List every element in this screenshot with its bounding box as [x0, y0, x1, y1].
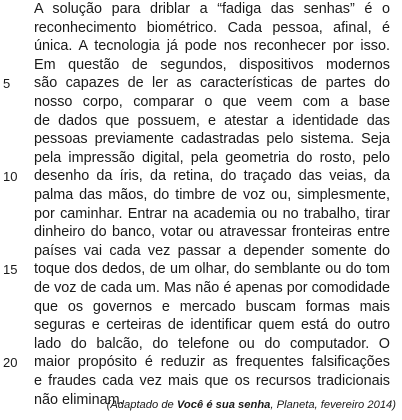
- source-prefix: (Adaptado de: [106, 399, 177, 411]
- passage-line: e fraudes cada vez mais que os recursos tradicionais: [34, 373, 390, 389]
- passage-line: dinheiro do banco, votar ou atravessar fronteiras entre: [34, 224, 390, 241]
- source-title: Você é sua senha: [176, 399, 271, 411]
- passage-line: países vai cada vez passar a depender somente do: [34, 242, 390, 259]
- passage-line: A solução para driblar a “fadiga das senhas” é o: [34, 1, 390, 17]
- source-citation: [0, 398, 396, 412]
- passage-line: maior propósito é reduzir as frequentes falsificações: [34, 354, 390, 371]
- passage-line: são capazes de ler as características de partes do: [34, 75, 390, 92]
- passage-line: de voz de cada um. Mas não é apenas por comodidade: [34, 280, 390, 296]
- line-number: 10: [3, 169, 18, 185]
- passage-line: pela impressão digital, pela geometria do rosto, pelo: [34, 149, 390, 166]
- passage-line: pessoas previamente cadastradas pelo sistema. Seja: [34, 131, 390, 148]
- passage-line: lado do balcão, do telefone ou do computador. O: [34, 335, 390, 352]
- passage-line: que os governos e mercado buscam formas mais: [34, 298, 390, 315]
- passage-line: de dados que possuem, e atestar a identidade das: [34, 112, 390, 129]
- passage-line: palma das mãos, do timbre de voz ou, simplesmente,: [34, 187, 390, 203]
- passage-line: toque dos dedos, de um olhar, do semblante ou do tom: [34, 261, 390, 278]
- passage-line: por caminhar. Entrar na academia ou no trabalho, tirar: [34, 205, 390, 222]
- source-suffix: , Planeta, fevereiro 2014): [270, 399, 396, 411]
- passage-line: nosso corpo, comparar o que veem com a base: [34, 94, 390, 110]
- line-number: 15: [3, 262, 18, 278]
- passage-line: desenho da íris, da retina, do traçado das veias, da: [34, 168, 390, 185]
- passage-line: única. A tecnologia já pode nos reconhecer por isso.: [34, 38, 390, 55]
- passage-line: seguras e certeiras de identificar quem está do outro: [34, 317, 390, 334]
- line-number: 5: [3, 76, 11, 92]
- line-number: 20: [3, 355, 18, 371]
- passage-line: não eliminam.: [34, 391, 124, 408]
- passage-line: reconhecimento biométrico. Cada pessoa, afinal, é: [34, 19, 390, 36]
- passage-line: Em questão de segundos, dispositivos modernos: [34, 56, 390, 73]
